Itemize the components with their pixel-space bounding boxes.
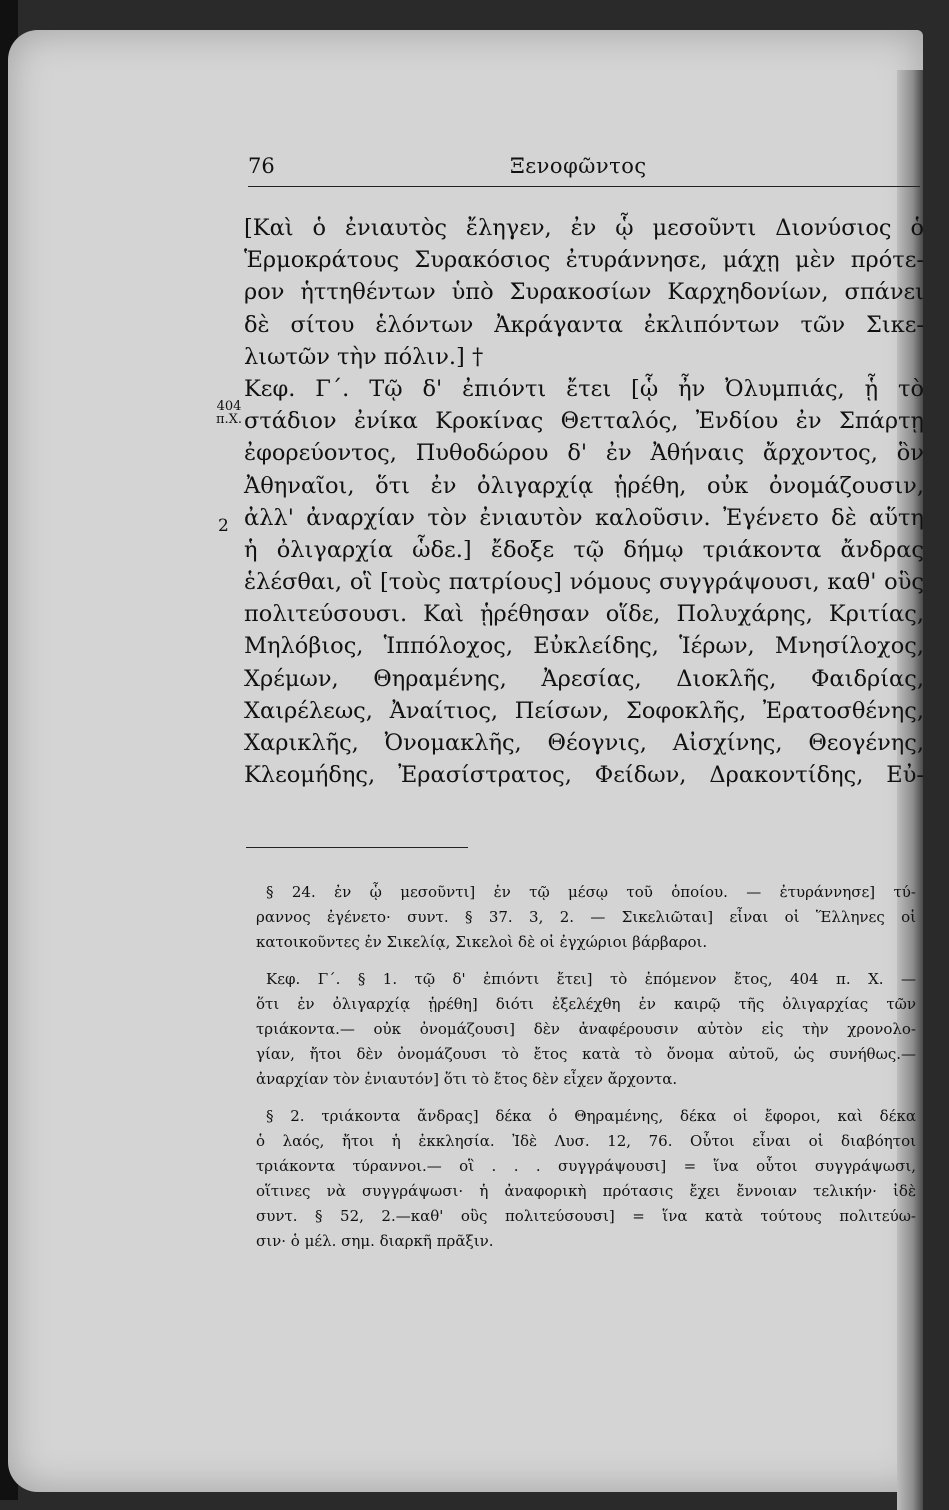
main-text bbox=[244, 212, 924, 791]
main-text-line: δὲ σίτου ἑλόντων Ἀκράγαντα ἐκλιπόντων τῶν Σικε- bbox=[244, 311, 924, 338]
running-title: Ξενοφῶντος bbox=[510, 154, 647, 178]
margin-year-note bbox=[216, 400, 242, 426]
main-text-line: ἑλέσθαι, οἳ [τοὺς πατρίους] νόμους συγγράψουσι, καθ' οὓς bbox=[244, 569, 924, 596]
page-number: 76 bbox=[248, 154, 275, 178]
main-text-line: Ἑρμοκράτους Συρακόσιος ἐτυράννησε, μάχῃ μὲν πρότε- bbox=[244, 247, 924, 274]
margin-section-number: 2 bbox=[218, 516, 229, 536]
main-text-line: Ἀθηναῖοι, ὅτι ἐν ὀλιγαρχίᾳ ᾑρέθη, οὐκ ὀνομάζουσιν, bbox=[244, 472, 924, 499]
footnote-line: συντ. § 52, 2.—καθ' οὓς πολιτεύσουσι] = ἵνα κατὰ τούτους πολιτεύω- bbox=[256, 1207, 916, 1225]
footnote-line: οἵτινες νὰ συγγράψωσι· ἡ ἀναφορικὴ πρότασις ἔχει ἔννοιαν τελικήν· ἰδὲ bbox=[256, 1182, 916, 1200]
footnotes bbox=[256, 880, 916, 1254]
footnote-line: ραννος ἐγένετο· συντ. § 37. 3, 2. — Σικελιῶται] εἶναι οἱ Ἕλληνες οἱ bbox=[256, 908, 916, 926]
footnote-line: § 2. τριάκοντα ἄνδρας] δέκα ὁ Θηραμένης, δέκα οἱ ἔφοροι, καὶ δέκα bbox=[266, 1107, 916, 1125]
footnote-block bbox=[256, 967, 916, 1092]
footnote-line: σιν· ὁ μέλ. σημ. διαρκῆ πρᾶξιν. bbox=[256, 1232, 494, 1250]
footnote-block bbox=[256, 1104, 916, 1254]
footnote-line: ἀναρχίαν τὸν ἐνιαυτόν] ὅτι τὸ ἔτος δὲν εἶχεν ἄρχοντα. bbox=[256, 1070, 678, 1088]
footnote-line: ὁ λαός, ἤτοι ἡ ἐκκλησία. Ἰδὲ Λυσ. 12, 76. Οὗτοι εἶναι οἱ διαβόητοι bbox=[256, 1132, 916, 1150]
footnote-line: γίαν, ἤτοι δὲν ὀνομάζουσι τὸ ἔτος κατὰ τὸ ὄνομα αὐτοῦ, ὡς συνήθως.— bbox=[256, 1045, 916, 1063]
footnote-line: ὅτι ἐν ὀλιγαρχίᾳ ᾑρέθη] διότι ἐξελέχθη ἐν καιρῷ τῆς ὀλιγαρχίας τῶν bbox=[256, 995, 916, 1013]
margin-year-number: 404 bbox=[216, 399, 242, 414]
main-text-line: ρον ἡττηθέντων ὑπὸ Συρακοσίων Καρχηδονίων, σπάνει bbox=[244, 279, 924, 306]
main-text-line: πολιτεύσουσι. Καὶ ᾑρέθησαν οἵδε, Πολυχάρης, Κριτίας, bbox=[244, 601, 924, 628]
main-text-line: ἐφορεύοντος, Πυθοδώρου δ' ἐν Ἀθήναις ἄρχοντος, ὃν bbox=[244, 440, 924, 467]
page-header bbox=[248, 152, 920, 187]
footnote-line: τριάκοντα τύραννοι.— οἳ . . . συγγράψουσι] = ἵνα οὗτοι συγγράψωσι, bbox=[256, 1157, 916, 1175]
main-text-line: Κεφ. Γ΄. Τῷ δ' ἐπιόντι ἔτει [ᾧ ἦν Ὀλυμπιάς, ᾗ τὸ bbox=[244, 375, 924, 402]
main-text-line: Χρέμων, Θηραμένης, Ἀρεσίας, Διοκλῆς, Φαιδρίας, bbox=[244, 665, 924, 692]
main-text-line: Χαρικλῆς, Ὀνομακλῆς, Θέογνις, Αἰσχίνης, Θεογένης, bbox=[244, 730, 924, 756]
main-text-line: λιωτῶν τὴν πόλιν.] † bbox=[244, 343, 484, 370]
footnote-line: Κεφ. Γ΄. § 1. τῷ δ' ἐπιόντι ἔτει] τὸ ἑπόμενον ἔτος, 404 π. Χ. — bbox=[266, 970, 916, 988]
footnote-line: τριάκοντα.— οὐκ ὀνομάζουσι] δὲν ἀναφέρουσιν αὐτὸν εἰς τὴν χρονολο- bbox=[256, 1020, 916, 1038]
main-text-line: Μηλόβιος, Ἱππόλοχος, Εὐκλείδης, Ἱέρων, Μνησίλοχος, bbox=[244, 633, 924, 660]
main-text-line: [Καὶ ὁ ἐνιαυτὸς ἔληγεν, ἐν ᾧ μεσοῦντι Διονύσιος ὁ bbox=[244, 215, 924, 241]
main-text-line: Χαιρέλεως, Ἀναίτιος, Πείσων, Σοφοκλῆς, Ἐρατοσθένης, bbox=[244, 697, 924, 724]
main-text-line: στάδιον ἐνίκα Κροκίνας Θετταλός, Ἐνδίου ἐν Σπάρτῃ bbox=[244, 408, 924, 435]
footnote-line: § 24. ἐν ᾧ μεσοῦντι] ἐν τῷ μέσῳ τοῦ ὁποίου. — ἐτυράννησε] τύ- bbox=[266, 883, 916, 901]
footnote-block bbox=[256, 880, 916, 955]
margin-year-era: π.Χ. bbox=[216, 412, 243, 427]
main-text-line: ἡ ὀλιγαρχία ὧδε.] ἔδοξε τῷ δήμῳ τριάκοντα ἄνδρας bbox=[244, 536, 924, 563]
main-text-line: ἀλλ' ἀναρχίαν τὸν ἐνιαυτὸν καλοῦσιν. Ἐγένετο δὲ αὕτη bbox=[244, 504, 924, 531]
main-text-line: Κλεομήδης, Ἐρασίστρατος, Φείδων, Δρακοντίδης, Εὐ- bbox=[244, 762, 924, 789]
footnote-line: κατοικοῦντες ἐν Σικελίᾳ, Σικελοὶ δὲ οἱ ἐγχώριοι βάρβαροι. bbox=[256, 933, 708, 951]
footnote-divider bbox=[246, 847, 468, 848]
